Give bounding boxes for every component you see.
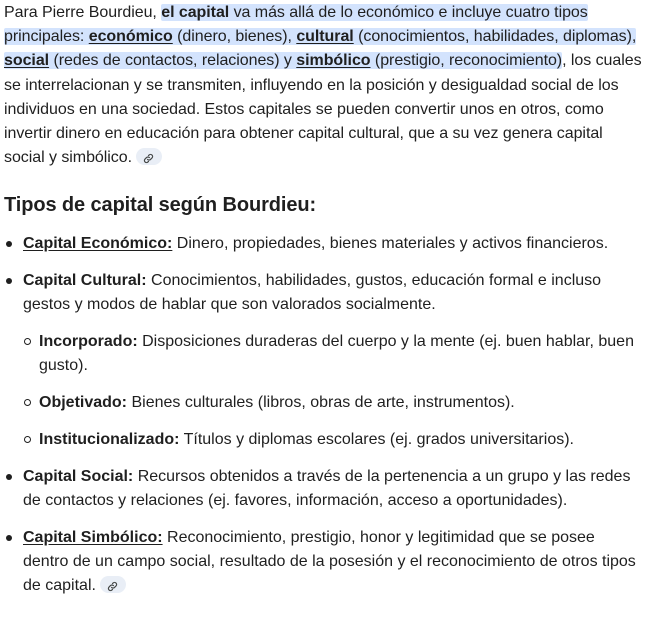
list-item-social	[4, 465, 644, 513]
link-icon	[143, 153, 154, 164]
intro-lead-text: Para Pierre Bourdieu,	[4, 4, 162, 21]
bullet-icon	[6, 474, 12, 480]
intro-highlight-text-2: (dinero, bienes),	[172, 28, 297, 46]
term-objetivado: Objetivado:	[39, 394, 128, 411]
source-link-chip-simbolico[interactable]	[100, 576, 126, 593]
bullet-icon	[6, 278, 12, 284]
sublist-item-incorporado	[23, 330, 644, 378]
intro-highlight-text-4: (redes de contactos, relaciones) y	[49, 52, 297, 70]
bullet-icon	[6, 535, 12, 541]
list-item-economico	[4, 232, 644, 256]
desc-objetivado: Bienes culturales (libros, obras de arte, instrumentos).	[127, 394, 515, 411]
response-content	[4, 0, 644, 594]
intro-paragraph	[4, 0, 644, 170]
desc-capital-simbolico: Reconocimiento, prestigio, honor y legitimidad que se posee dentro de un campo social, resultado de la posesión y el reconocimiento de otros tipos de capital.	[23, 529, 636, 594]
term-capital-cultural: Capital Cultural:	[23, 272, 147, 289]
intro-trailing-text: , los cuales se interrelacionan y se transmiten, influyendo en la posición y desigualdad social de los individuos en una sociedad. Estos capitales se pueden convertir unos en otros, como invertir dinero en educación para obtener capital cultural, que a su vez genera capital social y simbólico.	[4, 52, 642, 167]
intro-term-cultural[interactable]: cultural	[296, 28, 354, 46]
desc-institucionalizado: Títulos y diplomas escolares (ej. grados universitarios).	[179, 431, 574, 448]
term-capital-economico[interactable]: Capital Económico:	[23, 235, 173, 252]
circle-bullet-icon	[24, 436, 31, 443]
link-icon	[107, 581, 118, 592]
term-capital-social: Capital Social:	[23, 468, 134, 485]
desc-capital-economico: Dinero, propiedades, bienes materiales y activos financieros.	[172, 235, 609, 252]
intro-highlight-text-5: (prestigio, reconocimiento)	[370, 52, 563, 70]
source-link-chip-intro[interactable]	[136, 148, 162, 165]
list-item-simbolico	[4, 526, 644, 598]
intro-highlight-text-3: (conocimientos, habilidades, diplomas),	[353, 28, 637, 46]
intro-term-capital: el capital	[161, 4, 230, 21]
sublist-item-institucionalizado	[23, 428, 644, 452]
cultural-sublist	[23, 330, 644, 452]
intro-term-simbolico[interactable]: simbólico	[296, 52, 371, 70]
term-capital-simbolico[interactable]: Capital Simbólico:	[23, 529, 163, 546]
desc-incorporado: Disposiciones duraderas del cuerpo y la mente (ej. buen hablar, buen gusto).	[39, 333, 634, 374]
intro-highlight-text-1: va más allá de lo económico e incluye cuatro tipos principales:	[4, 4, 588, 46]
circle-bullet-icon	[24, 399, 31, 406]
list-item-cultural	[4, 269, 644, 452]
intro-term-economico[interactable]: económico	[88, 28, 173, 46]
term-institucionalizado: Institucionalizado:	[39, 431, 180, 448]
desc-capital-cultural: Conocimientos, habilidades, gustos, educación formal e incluso gestos y modos de hablar que son valorados socialmente.	[23, 272, 602, 313]
sublist-item-objetivado	[23, 391, 644, 415]
capital-types-list	[4, 232, 644, 611]
intro-term-social[interactable]: social	[4, 52, 50, 70]
bullet-icon	[6, 241, 12, 247]
term-incorporado: Incorporado:	[39, 333, 138, 350]
desc-capital-social: Recursos obtenidos a través de la pertenencia a un grupo y las redes de contactos y relaciones (ej. favores, información, acceso a oportunidades).	[23, 468, 631, 509]
circle-bullet-icon	[24, 338, 31, 345]
section-title: Tipos de capital según Bourdieu:	[4, 194, 317, 216]
